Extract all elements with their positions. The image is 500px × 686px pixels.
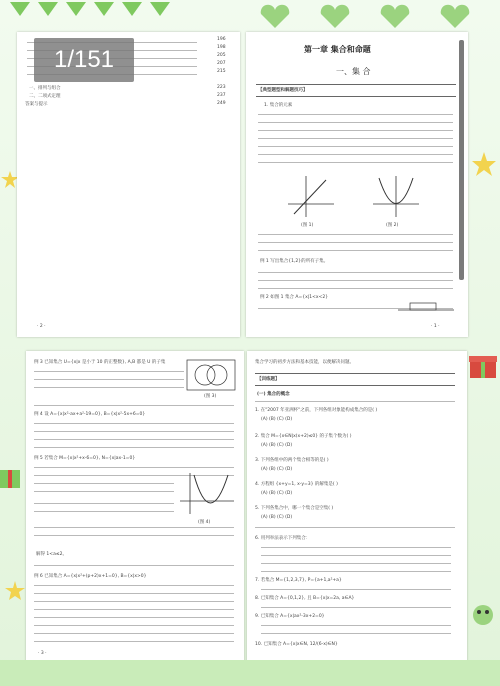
page-number: · 3 · <box>38 651 47 656</box>
gift-icon <box>468 350 498 380</box>
bottom-decoration-band <box>0 660 500 686</box>
venn-diagram-figure <box>186 359 236 391</box>
figure-graph <box>371 174 421 219</box>
document-page-toc: 196 198 205 207 215 一、排列与组合 223 二、二项式定理 237 答案与提示 249 · 2 · <box>17 32 240 337</box>
star-icon <box>470 150 498 178</box>
document-page-examples: 例 3 已知集合 U={x|x 是小于 10 的正整数}, A,B 都是 U 的子集 (图 3) 例 4 设 A={x|x²-ax+a²-19=0}, B={x|x²-5x+6=0} 例 5 若集合 M={x|x²+x-6=0}, N={x|ax-1=0} (图 4) 解得 1<a≤2。 例 6 已知集合 A={x|x²+(p+2)x+1=0}, B={x|x>0} · 3 · <box>26 351 244 663</box>
star-icon <box>4 580 26 602</box>
toc-item[interactable]: 二、二项式定理 <box>29 94 61 99</box>
frog-icon <box>470 600 496 626</box>
document-page-exercises: 集合学习的初步方法和基本技能，以便解决问题。 【训练题】 (一) 集合的概念 1. 在"2007 年亚洲杯"之前，下列各组对象能构成集合的是( ) (A) (B) (C) (D) 2. 集合 M={x∈N|x(x+2)≤0} 的子集个数为( ) (A) (B) (C) (D) 3. 下列各组中的两个集合相等的是( ) (A) (B) (C) (D) 4. 方程组 {x+y=1, x-y=3} 的解集是( ) (A) (B) (C) (D) 5. 下列各集合中，哪一个集合是空集( ) (A) (B) (C) (D) 6. 用列举法表示下列集合： 7. 若集合 M={1,2,3,7}, P={a+1,a²+a} 8. 已知集合 A={0,1,2}, 且 B={x|x=2a, a∈A} 9. 已知集合 A={x|ax²-3x+2=0} 10. 已知集合 A={x|x∈N, 12/(6-x)∈N} <box>247 351 467 663</box>
document-page-chapter: 第一章 集合和命题 一、集 合 【典型题型和解题技巧】 1. 集合的元素 (图 1) (图 2) 例 1 写出集合{1,2}的所有子集。 例 2 如图 1 集合 A={x|1<x<2} · 1 · <box>246 32 468 337</box>
parabola-figure <box>178 471 236 516</box>
hearts-decoration <box>255 4 495 32</box>
vertical-scrollbar[interactable] <box>459 40 464 280</box>
figure-graph <box>286 174 336 219</box>
toc-item[interactable]: 一、排列与组合 <box>29 86 61 91</box>
page-counter-badge: 1/151 <box>34 38 134 82</box>
gift-icon <box>0 460 22 490</box>
page-number: · 2 · <box>37 324 46 329</box>
section-heading: 一、集 合 <box>336 67 371 76</box>
page-number: · 1 · <box>431 324 440 329</box>
chapter-heading: 第一章 集合和命题 <box>304 44 371 54</box>
toc-item[interactable]: 答案与提示 <box>25 102 48 107</box>
number-line-figure <box>396 300 456 314</box>
